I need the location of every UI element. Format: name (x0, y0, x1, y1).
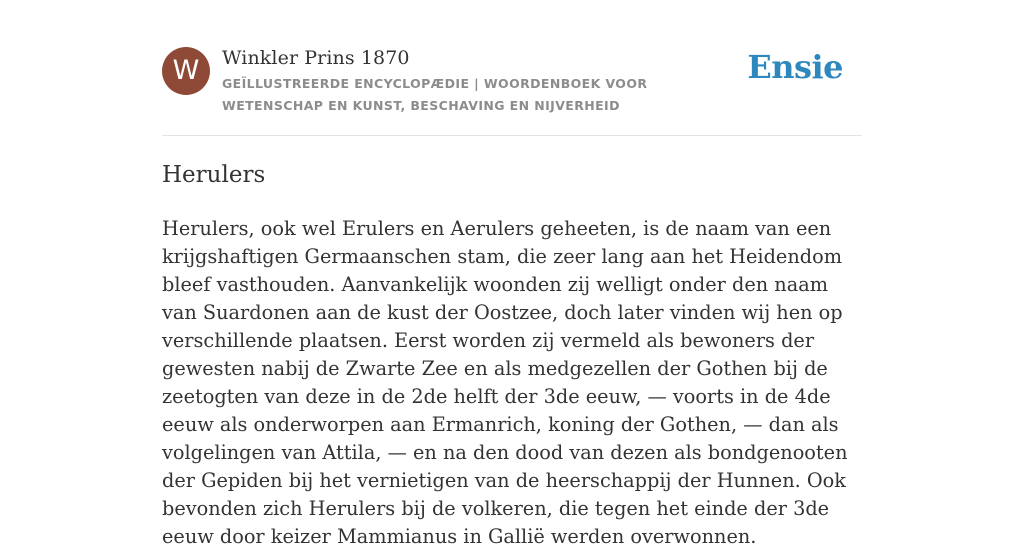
source-title[interactable]: Winkler Prins 1870 (222, 47, 410, 69)
source-info (222, 44, 752, 117)
article-body: Herulers, ook wel Erulers en Aerulers geheeten, is de naam van een krijgshaftigen Germaanschen stam, die zeer lang aan het Heidendom bleef vasthouden. Aanvankelijk woonden zij welligt onder den naam van Suardonen aan de kust der Oostzee, doch later vinden wij hen op verschillende plaatsen. Eerst worden zij vermeld als bewoners der gewesten nabij de Zwarte Zee en als medgezellen der Gothen bij de zeetogten van deze in de 2de helft der 3de eeuw, — voorts in de 4de eeuw als onderworpen aan Ermanrich, koning der Gothen, — dan als volgelingen van Attila, — en na den dood van dezen als bondgenooten der Gepiden bij het vernietigen van de heerschappij der Hunnen. Ook bevonden zich Herulers bij de volkeren, die tegen het einde der 3de eeuw door keizer Mammianus in Gallië werden overwonnen. (162, 217, 848, 548)
article-title: Herulers (162, 162, 266, 188)
page (162, 0, 862, 551)
brand-logo[interactable]: Ensie (747, 48, 843, 86)
source-avatar[interactable]: W (162, 47, 210, 95)
header (162, 0, 862, 136)
source-subtitle: GEÏLLUSTREERDE ENCYCLOPÆDIE | WOORDENBOEK VOOR WETENSCHAP EN KUNST, BESCHAVING EN NIJVERHEID (222, 76, 648, 113)
